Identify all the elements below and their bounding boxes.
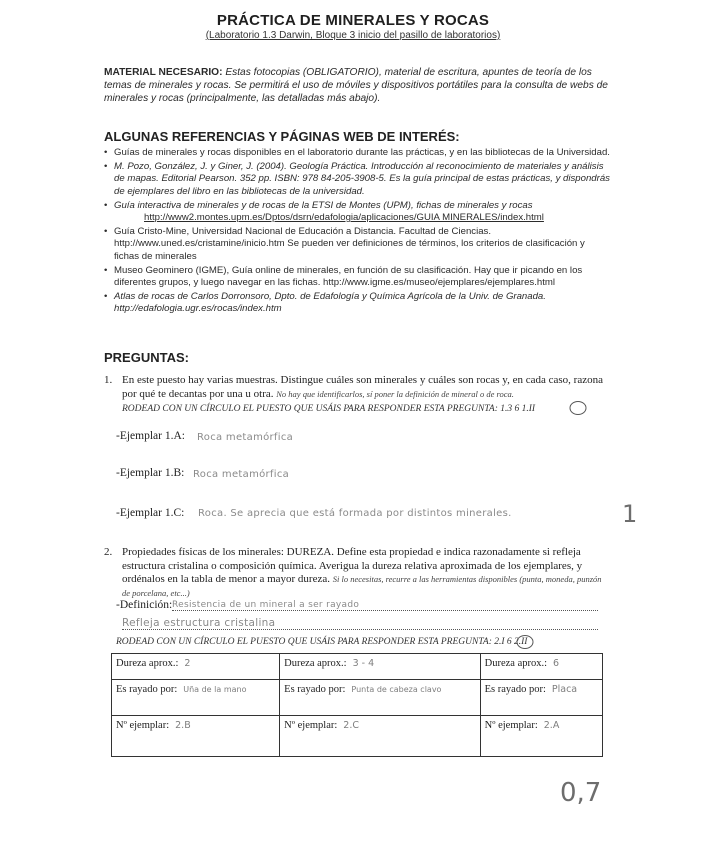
table-cell: Es rayado por: Placa <box>480 680 602 716</box>
table-cell: Es rayado por: Punta de cabeza clavo <box>280 680 480 716</box>
reference-item <box>104 265 610 289</box>
table-cell: Dureza aprox.: 6 <box>480 654 602 680</box>
reference-link[interactable]: http://www2.montes.upm.es/Dptos/dsrn/edafologia/aplicaciones/GUIA MINERALES/index.html <box>144 212 544 224</box>
reference-text: Guías de minerales y rocas disponibles en el laboratorio durante las prácticas, y en las bibliotecas de la Universidad. <box>114 147 610 158</box>
references-heading: ALGUNAS REFERENCIAS Y PÁGINAS WEB DE INTERÉS: <box>104 129 460 144</box>
question-1-instruction: RODEAD CON UN CÍRCULO EL PUESTO QUE USÁIS PARA RESPONDER ESTA PREGUNTA: 1.3 6 1.II <box>122 404 536 414</box>
question-1-note: No hay que identificarlos, sí poner la definición de mineral o de roca. <box>276 388 514 399</box>
ejemplar-1b-answer: Roca metamórfica <box>193 469 290 480</box>
question-2-text <box>122 546 608 600</box>
definition-line-1: Resistencia de un mineral a ser rayado <box>172 600 598 611</box>
table-cell: Dureza aprox.: 2 <box>112 654 280 680</box>
reference-text: M. Pozo, González, J. y Giner, J. (2004). Geología Práctica. Introducción al reconocimiento de materiales y análisis de mapas. Editorial Pearson. 352 pp. ISBN: 978 84-205-3908-5. Es la guía principal de estas prácticas, y dispondrás de ejemplares del libro en las bibliotecas de la universidad. <box>114 161 610 197</box>
ejemplar-1c-answer: Roca. Se aprecia que está formada por distintos minerales. <box>198 508 512 519</box>
circle-mark-icon <box>568 400 588 416</box>
table-row <box>112 716 603 757</box>
question-2-instruction: RODEAD CON UN CÍRCULO EL PUESTO QUE USÁIS PARA RESPONDER ESTA PREGUNTA: 2.I 6 2.II <box>116 637 528 647</box>
question-2-note: Si lo necesitas, recurre a las herramientas disponibles (punta, moneda, punzón de porcelana, etc...) <box>122 574 602 598</box>
question-1-grade: 1 <box>622 500 638 528</box>
reference-text: Guía Cristo-Mine, Universidad Nacional de Educación a Distancia. Facultad de Ciencias. http://www.uned.es/cristamine/inicio.htm Se pueden ver definiciones de términos, los criterios de clasificación y fichas de minerales <box>114 226 585 262</box>
material-text: Estas fotocopias (OBLIGATORIO), material de escritura, apuntes de teoría de los temas de minerales y rocas. Se permitirá el uso de móviles y dispositivos portátiles para la consulta de webs de minerales y rocas (principalmente, las detalladas más abajo). <box>104 67 608 104</box>
reference-text: Guía interactiva de minerales y de rocas de la ETSI de Montes (UPM), fichas de minerales y rocas <box>114 199 533 211</box>
question-1-body: En este puesto hay varias muestras. Distingue cuáles son minerales y cuáles son rocas y, en cada caso, razona por qué te decantas por una u otra. <box>122 374 603 400</box>
final-grade: 0,7 <box>560 778 602 808</box>
question-2-body: Propiedades físicas de los minerales: DUREZA. Define esta propiedad e indica razonadamente si refleja estructura cristalina o composición química. Averigua la dureza relativa aproximada de los ejemplares, y ordénalos en la tabla de menor a mayor dureza. <box>122 546 583 585</box>
ejemplar-1c-label: -Ejemplar 1.C: <box>116 507 185 519</box>
reference-text: Museo Geominero (IGME), Guía online de minerales, en función de su clasificación. Hay que ir picando en los diferentes grupos, y luego navegar en las fichas. http://www.igme.es/museo/ejemplares/ejemplares.html <box>114 264 583 289</box>
page-title: PRÁCTICA DE MINERALES Y ROCAS <box>216 12 490 29</box>
ejemplar-1a-answer: Roca metamórfica <box>197 432 294 443</box>
question-1-number: 1. <box>104 374 113 386</box>
question-1-text <box>122 374 608 401</box>
circle-mark-icon <box>515 634 535 650</box>
questions-heading: PREGUNTAS: <box>104 350 189 365</box>
reference-item <box>104 226 610 263</box>
reference-item <box>104 161 610 198</box>
table-cell: Nº ejemplar: 2.A <box>480 716 602 757</box>
reference-text: Atlas de rocas de Carlos Dorronsoro, Dpto. de Edafología y Química Agrícola de la Univ. de Granada. http://edafologia.ugr.es/rocas/index.htm <box>114 291 546 315</box>
references-list <box>104 147 610 318</box>
material-section <box>104 66 608 105</box>
table-cell: Dureza aprox.: 3 - 4 <box>280 654 480 680</box>
definition-line-2: Refleja estructura cristalina <box>122 617 598 630</box>
table-row <box>112 680 603 716</box>
ejemplar-1a-label: -Ejemplar 1.A: <box>116 430 185 442</box>
reference-item <box>104 200 610 224</box>
material-label: MATERIAL NECESARIO: <box>104 67 223 78</box>
question-2-number: 2. <box>104 546 113 558</box>
table-cell: Nº ejemplar: 2.C <box>280 716 480 757</box>
table-row <box>112 654 603 680</box>
page-subtitle: (Laboratorio 1.3 Darwin, Bloque 3 inicio del pasillo de laboratorios) <box>205 30 501 41</box>
table-cell: Es rayado por: Uña de la mano <box>112 680 280 716</box>
hardness-table <box>111 653 603 757</box>
ejemplar-1b-label: -Ejemplar 1.B: <box>116 467 185 479</box>
reference-item <box>104 147 610 159</box>
reference-item <box>104 291 610 315</box>
definition-label: -Definición: <box>116 599 173 611</box>
table-cell: Nº ejemplar: 2.B <box>112 716 280 757</box>
